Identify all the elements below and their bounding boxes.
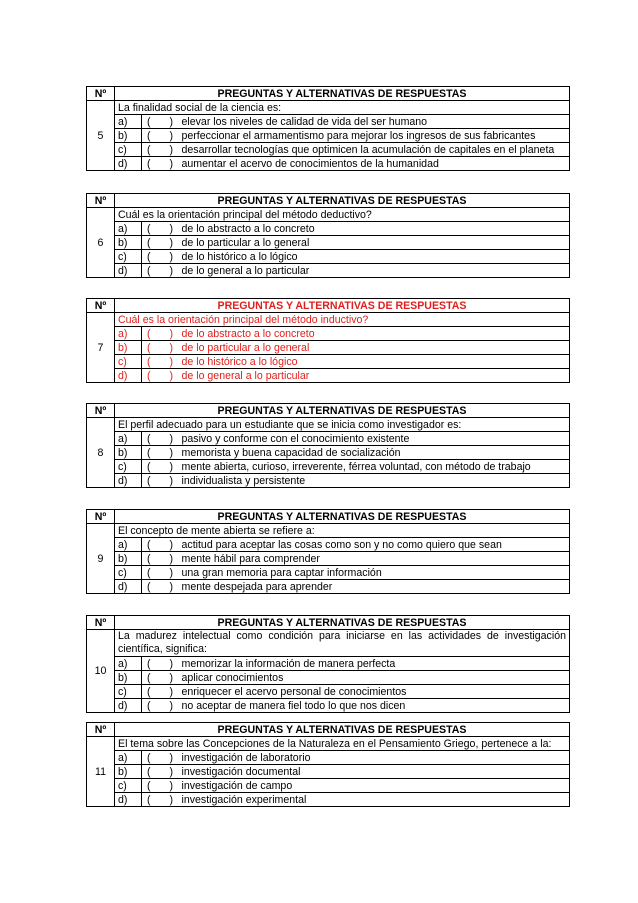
option-label: investigación de campo bbox=[181, 779, 293, 792]
option-text bbox=[169, 250, 570, 264]
paren-close: ) bbox=[169, 157, 174, 170]
answer-checkbox[interactable] bbox=[142, 751, 172, 765]
answer-checkbox[interactable] bbox=[142, 552, 172, 566]
option-label: investigación experimental bbox=[181, 793, 307, 806]
option-label: perfeccionar el armamentismo para mejorar los ingresos de sus fabricantes bbox=[181, 129, 536, 142]
question-number: 8 bbox=[87, 418, 115, 488]
option-letter: a) bbox=[115, 115, 142, 129]
option-label: pasivo y conforme con el conocimiento existente bbox=[181, 432, 410, 445]
answer-checkbox[interactable] bbox=[142, 355, 172, 369]
paren-close: ) bbox=[169, 369, 174, 382]
answer-checkbox[interactable] bbox=[142, 157, 172, 171]
option-label: investigación documental bbox=[181, 765, 301, 778]
header-row bbox=[87, 510, 570, 524]
paren-close: ) bbox=[169, 341, 174, 354]
header-title: PREGUNTAS Y ALTERNATIVAS DE RESPUESTAS bbox=[115, 616, 570, 630]
option-text bbox=[169, 657, 570, 671]
option-row[interactable] bbox=[87, 685, 570, 699]
option-text bbox=[169, 671, 570, 685]
answer-checkbox[interactable] bbox=[142, 250, 172, 264]
option-text bbox=[169, 474, 570, 488]
answer-checkbox[interactable] bbox=[142, 474, 172, 488]
answer-checkbox[interactable] bbox=[142, 460, 172, 474]
option-letter: a) bbox=[115, 751, 142, 765]
option-label: actitud para aceptar las cosas como son y no como quiero que sean bbox=[181, 538, 502, 551]
option-letter: d) bbox=[115, 369, 142, 383]
question-number: 6 bbox=[87, 208, 115, 278]
option-row[interactable] bbox=[87, 222, 570, 236]
question-stem-row bbox=[87, 737, 570, 751]
option-letter: d) bbox=[115, 793, 142, 807]
answer-checkbox[interactable] bbox=[142, 236, 172, 250]
answer-checkbox[interactable] bbox=[142, 115, 172, 129]
question-stem-row bbox=[87, 313, 570, 327]
paren-open: ( bbox=[147, 236, 151, 249]
option-text bbox=[169, 129, 570, 143]
option-row[interactable] bbox=[87, 236, 570, 250]
paren-close: ) bbox=[169, 751, 174, 764]
option-text bbox=[169, 538, 570, 552]
option-label: enriquecer el acervo personal de conocimientos bbox=[181, 685, 407, 698]
option-text bbox=[169, 580, 570, 594]
option-text bbox=[169, 699, 570, 713]
option-row[interactable] bbox=[87, 369, 570, 383]
option-text bbox=[169, 236, 570, 250]
question-text: El tema sobre las Concepciones de la Naturaleza en el Pensamiento Griego, pertenece a la: bbox=[115, 737, 570, 751]
question-table bbox=[86, 509, 570, 594]
option-label: desarrollar tecnologías que optimicen la acumulación de capitales en el planeta bbox=[181, 143, 555, 156]
answer-checkbox[interactable] bbox=[142, 671, 172, 685]
header-row bbox=[87, 299, 570, 313]
option-row[interactable] bbox=[87, 474, 570, 488]
option-text bbox=[169, 369, 570, 383]
header-title: PREGUNTAS Y ALTERNATIVAS DE RESPUESTAS bbox=[115, 87, 570, 101]
paren-open: ( bbox=[147, 657, 151, 670]
option-label: mente despejada para aprender bbox=[181, 580, 333, 593]
option-row[interactable] bbox=[87, 143, 570, 157]
header-no: Nº bbox=[87, 723, 115, 737]
option-letter: d) bbox=[115, 580, 142, 594]
question-table bbox=[86, 193, 570, 278]
paren-close: ) bbox=[169, 129, 174, 142]
header-no: Nº bbox=[87, 299, 115, 313]
option-letter: c) bbox=[115, 250, 142, 264]
option-row[interactable] bbox=[87, 341, 570, 355]
option-label: de lo particular a lo general bbox=[181, 236, 310, 249]
option-text bbox=[169, 341, 570, 355]
header-row bbox=[87, 616, 570, 630]
paren-open: ( bbox=[147, 446, 151, 459]
option-row[interactable] bbox=[87, 699, 570, 713]
answer-checkbox[interactable] bbox=[142, 580, 172, 594]
option-row[interactable] bbox=[87, 446, 570, 460]
option-text bbox=[169, 327, 570, 341]
paren-open: ( bbox=[147, 341, 151, 354]
option-text bbox=[169, 264, 570, 278]
answer-checkbox[interactable] bbox=[142, 765, 172, 779]
option-letter: d) bbox=[115, 699, 142, 713]
paren-close: ) bbox=[169, 779, 174, 792]
option-label: de lo general a lo particular bbox=[181, 264, 310, 277]
answer-checkbox[interactable] bbox=[142, 327, 172, 341]
option-row[interactable] bbox=[87, 115, 570, 129]
paren-close: ) bbox=[169, 143, 174, 156]
option-text bbox=[169, 685, 570, 699]
paren-close: ) bbox=[169, 432, 174, 445]
paren-close: ) bbox=[169, 236, 174, 249]
option-text bbox=[169, 765, 570, 779]
option-row[interactable] bbox=[87, 552, 570, 566]
option-row[interactable] bbox=[87, 580, 570, 594]
paren-open: ( bbox=[147, 765, 151, 778]
paren-open: ( bbox=[147, 264, 151, 277]
option-letter: b) bbox=[115, 671, 142, 685]
option-row[interactable] bbox=[87, 157, 570, 171]
question-text: Cuál es la orientación principal del método inductivo? bbox=[115, 313, 570, 327]
header-no: Nº bbox=[87, 510, 115, 524]
answer-checkbox[interactable] bbox=[142, 538, 172, 552]
question-text: La madurez intelectual como condición para iniciarse en las actividades de investigación científica, significa: bbox=[115, 630, 570, 657]
option-text bbox=[169, 552, 570, 566]
paren-open: ( bbox=[147, 793, 151, 806]
answer-checkbox[interactable] bbox=[142, 129, 172, 143]
option-letter: d) bbox=[115, 474, 142, 488]
option-letter: c) bbox=[115, 779, 142, 793]
option-letter: a) bbox=[115, 657, 142, 671]
option-label: investigación de laboratorio bbox=[181, 751, 311, 764]
option-letter: a) bbox=[115, 327, 142, 341]
question-stem-row bbox=[87, 208, 570, 222]
paren-open: ( bbox=[147, 250, 151, 263]
header-no: Nº bbox=[87, 616, 115, 630]
option-row[interactable] bbox=[87, 566, 570, 580]
option-letter: a) bbox=[115, 222, 142, 236]
header-row bbox=[87, 404, 570, 418]
answer-checkbox[interactable] bbox=[142, 793, 172, 807]
question-stem-row bbox=[87, 418, 570, 432]
option-letter: b) bbox=[115, 236, 142, 250]
paren-close: ) bbox=[169, 566, 174, 579]
paren-close: ) bbox=[169, 327, 174, 340]
option-letter: a) bbox=[115, 432, 142, 446]
question-number: 10 bbox=[87, 630, 115, 713]
header-row bbox=[87, 194, 570, 208]
paren-open: ( bbox=[147, 222, 151, 235]
answer-checkbox[interactable] bbox=[142, 369, 172, 383]
option-label: memorista y buena capacidad de socialización bbox=[181, 446, 401, 459]
option-letter: d) bbox=[115, 264, 142, 278]
option-label: no aceptar de manera fiel todo lo que nos dicen bbox=[181, 699, 406, 712]
paren-open: ( bbox=[147, 751, 151, 764]
paren-open: ( bbox=[147, 779, 151, 792]
option-row[interactable] bbox=[87, 538, 570, 552]
option-label: individualista y persistente bbox=[181, 474, 306, 487]
header-title: PREGUNTAS Y ALTERNATIVAS DE RESPUESTAS bbox=[115, 510, 570, 524]
paren-open: ( bbox=[147, 143, 151, 156]
option-text bbox=[169, 751, 570, 765]
option-letter: c) bbox=[115, 143, 142, 157]
option-letter: b) bbox=[115, 341, 142, 355]
paren-open: ( bbox=[147, 552, 151, 565]
question-table bbox=[86, 86, 570, 171]
paren-open: ( bbox=[147, 327, 151, 340]
option-row[interactable] bbox=[87, 765, 570, 779]
paren-open: ( bbox=[147, 157, 151, 170]
question-table bbox=[86, 722, 570, 807]
answer-checkbox[interactable] bbox=[142, 143, 172, 157]
paren-open: ( bbox=[147, 369, 151, 382]
answer-checkbox[interactable] bbox=[142, 657, 172, 671]
option-text bbox=[169, 115, 570, 129]
header-title: PREGUNTAS Y ALTERNATIVAS DE RESPUESTAS bbox=[115, 723, 570, 737]
paren-open: ( bbox=[147, 115, 151, 128]
paren-close: ) bbox=[169, 552, 174, 565]
answer-checkbox[interactable] bbox=[142, 566, 172, 580]
option-label: de lo particular a lo general bbox=[181, 341, 310, 354]
option-label: aumentar el acervo de conocimientos de la humanidad bbox=[181, 157, 439, 170]
option-text bbox=[169, 793, 570, 807]
question-text: Cuál es la orientación principal del método deductivo? bbox=[115, 208, 570, 222]
paren-open: ( bbox=[147, 474, 151, 487]
header-row bbox=[87, 87, 570, 101]
option-label: aplicar conocimientos bbox=[181, 671, 284, 684]
question-text: La finalidad social de la ciencia es: bbox=[115, 101, 570, 115]
header-row bbox=[87, 723, 570, 737]
option-label: elevar los niveles de calidad de vida del ser humano bbox=[181, 115, 428, 128]
option-row[interactable] bbox=[87, 779, 570, 793]
paren-open: ( bbox=[147, 580, 151, 593]
option-text bbox=[169, 779, 570, 793]
option-label: de lo general a lo particular bbox=[181, 369, 310, 382]
header-no: Nº bbox=[87, 87, 115, 101]
question-table bbox=[86, 615, 570, 713]
question-table bbox=[86, 403, 570, 488]
option-row[interactable] bbox=[87, 250, 570, 264]
option-label: de lo histórico a lo lógico bbox=[181, 355, 298, 368]
paren-open: ( bbox=[147, 355, 151, 368]
paren-open: ( bbox=[147, 699, 151, 712]
paren-close: ) bbox=[169, 474, 174, 487]
header-no: Nº bbox=[87, 194, 115, 208]
option-letter: c) bbox=[115, 685, 142, 699]
question-number: 9 bbox=[87, 524, 115, 594]
option-letter: c) bbox=[115, 460, 142, 474]
question-number: 7 bbox=[87, 313, 115, 383]
paren-close: ) bbox=[169, 264, 174, 277]
paren-close: ) bbox=[169, 460, 174, 473]
option-letter: b) bbox=[115, 552, 142, 566]
option-label: mente abierta, curioso, irreverente, férrea voluntad, con método de trabajo bbox=[181, 460, 531, 473]
answer-checkbox[interactable] bbox=[142, 264, 172, 278]
option-letter: b) bbox=[115, 446, 142, 460]
answer-checkbox[interactable] bbox=[142, 446, 172, 460]
option-text bbox=[169, 355, 570, 369]
question-text: El perfil adecuado para un estudiante que se inicia como investigador es: bbox=[115, 418, 570, 432]
option-letter: c) bbox=[115, 355, 142, 369]
option-row[interactable] bbox=[87, 129, 570, 143]
paren-open: ( bbox=[147, 432, 151, 445]
question-stem-row bbox=[87, 524, 570, 538]
header-title: PREGUNTAS Y ALTERNATIVAS DE RESPUESTAS bbox=[115, 194, 570, 208]
option-text bbox=[169, 432, 570, 446]
paren-close: ) bbox=[169, 765, 174, 778]
option-row[interactable] bbox=[87, 671, 570, 685]
paren-close: ) bbox=[169, 250, 174, 263]
question-stem-row bbox=[87, 630, 570, 657]
header-no: Nº bbox=[87, 404, 115, 418]
paren-close: ) bbox=[169, 446, 174, 459]
option-letter: c) bbox=[115, 566, 142, 580]
question-number: 5 bbox=[87, 101, 115, 171]
option-label: de lo abstracto a lo concreto bbox=[181, 222, 315, 235]
paren-close: ) bbox=[169, 685, 174, 698]
option-text bbox=[169, 460, 570, 474]
option-row[interactable] bbox=[87, 460, 570, 474]
option-letter: b) bbox=[115, 765, 142, 779]
option-label: memorizar la información de manera perfecta bbox=[181, 657, 396, 670]
option-text bbox=[169, 222, 570, 236]
paren-open: ( bbox=[147, 671, 151, 684]
option-label: una gran memoria para captar información bbox=[181, 566, 382, 579]
paren-open: ( bbox=[147, 460, 151, 473]
question-text: El concepto de mente abierta se refiere a: bbox=[115, 524, 570, 538]
paren-open: ( bbox=[147, 566, 151, 579]
option-label: mente hábil para comprender bbox=[181, 552, 320, 565]
option-letter: b) bbox=[115, 129, 142, 143]
option-text bbox=[169, 446, 570, 460]
paren-open: ( bbox=[147, 685, 151, 698]
answer-checkbox[interactable] bbox=[142, 432, 172, 446]
question-table bbox=[86, 298, 570, 383]
answer-checkbox[interactable] bbox=[142, 341, 172, 355]
paren-close: ) bbox=[169, 657, 174, 670]
option-row[interactable] bbox=[87, 793, 570, 807]
option-label: de lo abstracto a lo concreto bbox=[181, 327, 315, 340]
option-label: de lo histórico a lo lógico bbox=[181, 250, 298, 263]
question-stem-row bbox=[87, 101, 570, 115]
paren-close: ) bbox=[169, 699, 174, 712]
paren-close: ) bbox=[169, 222, 174, 235]
answer-checkbox[interactable] bbox=[142, 699, 172, 713]
paren-close: ) bbox=[169, 355, 174, 368]
option-text bbox=[169, 143, 570, 157]
paren-close: ) bbox=[169, 580, 174, 593]
option-row[interactable] bbox=[87, 657, 570, 671]
paren-close: ) bbox=[169, 671, 174, 684]
header-title: PREGUNTAS Y ALTERNATIVAS DE RESPUESTAS bbox=[115, 404, 570, 418]
paren-open: ( bbox=[147, 129, 151, 142]
answer-checkbox[interactable] bbox=[142, 779, 172, 793]
header-title: PREGUNTAS Y ALTERNATIVAS DE RESPUESTAS bbox=[115, 299, 570, 313]
option-text bbox=[169, 157, 570, 171]
option-letter: d) bbox=[115, 157, 142, 171]
option-row[interactable] bbox=[87, 327, 570, 341]
option-row[interactable] bbox=[87, 355, 570, 369]
option-text bbox=[169, 566, 570, 580]
option-row[interactable] bbox=[87, 751, 570, 765]
paren-close: ) bbox=[169, 538, 174, 551]
paren-close: ) bbox=[169, 115, 174, 128]
option-letter: a) bbox=[115, 538, 142, 552]
question-number: 11 bbox=[87, 737, 115, 807]
answer-checkbox[interactable] bbox=[142, 685, 172, 699]
paren-close: ) bbox=[169, 793, 174, 806]
answer-checkbox[interactable] bbox=[142, 222, 172, 236]
paren-open: ( bbox=[147, 538, 151, 551]
option-row[interactable] bbox=[87, 264, 570, 278]
option-row[interactable] bbox=[87, 432, 570, 446]
